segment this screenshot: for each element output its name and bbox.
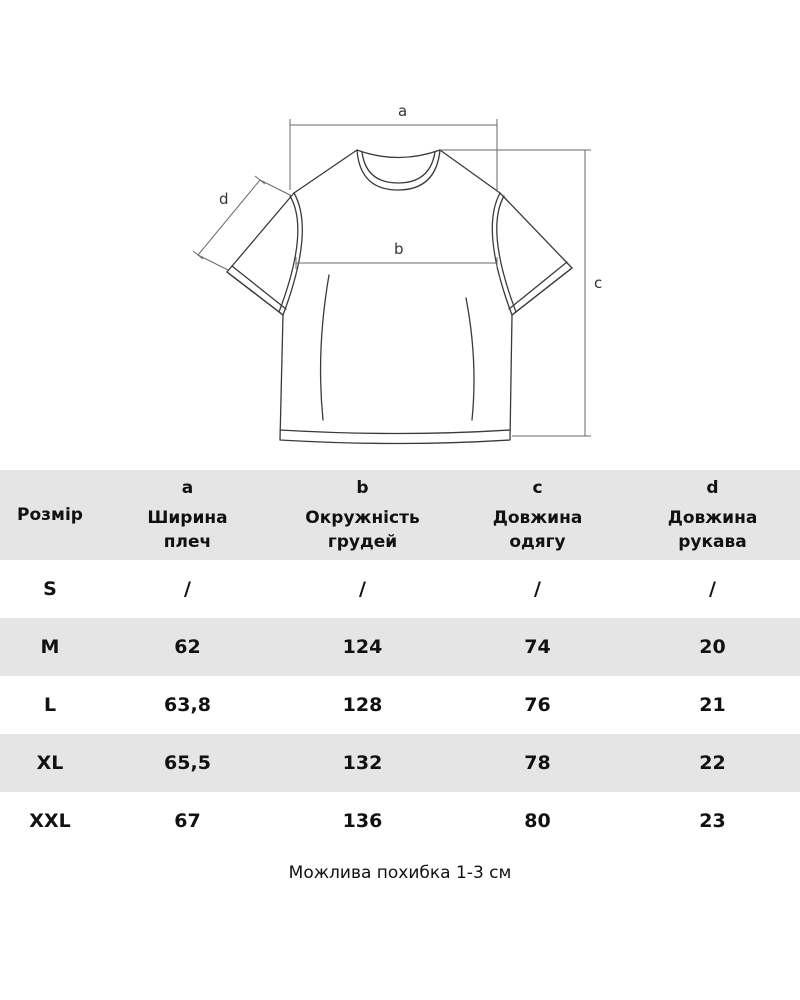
value-cell: 65,5 (164, 752, 211, 774)
value-cell: 20 (699, 636, 726, 658)
header-letter: c (532, 478, 543, 498)
table-row (0, 676, 800, 734)
value-cell: / (709, 578, 716, 600)
dimension-label-a: a (398, 102, 408, 120)
dimension-label-d: d (219, 190, 229, 208)
tshirt-outline-drawing (0, 0, 800, 460)
dimension-label-b: b (394, 240, 404, 258)
header-letter: d (706, 478, 719, 498)
header-col-a (100, 470, 275, 560)
value-cell: 128 (342, 694, 383, 716)
measurement-tolerance-note: Можлива похибка 1-3 см (288, 863, 512, 883)
value-cell: 78 (524, 752, 551, 774)
header-col-c (450, 470, 625, 560)
header-col-b (275, 470, 450, 560)
value-cell: 22 (699, 752, 726, 774)
value-cell: / (184, 578, 191, 600)
size-cell: XL (36, 752, 64, 774)
header-name: Ширина плеч (147, 508, 228, 552)
table-header-row (0, 470, 800, 560)
tshirt-measurement-diagram (0, 0, 800, 460)
table-row (0, 734, 800, 792)
value-cell: 136 (342, 810, 383, 832)
value-cell: 76 (524, 694, 551, 716)
dimension-label-c: c (594, 274, 603, 292)
header-name: Окружність грудей (305, 508, 420, 552)
value-cell: 132 (342, 752, 383, 774)
header-letter: a (181, 478, 194, 498)
value-cell: 74 (524, 636, 551, 658)
header-col-d (625, 470, 800, 560)
value-cell: 67 (174, 810, 201, 832)
value-cell: / (534, 578, 541, 600)
value-cell: 62 (174, 636, 201, 658)
size-cell: L (43, 694, 57, 716)
size-cell: S (43, 578, 57, 600)
header-name: Довжина одягу (492, 508, 583, 552)
header-name: Довжина рукава (667, 508, 758, 552)
table-row (0, 792, 800, 850)
size-cell: XXL (29, 810, 71, 832)
header-letter: b (356, 478, 369, 498)
value-cell: 80 (524, 810, 551, 832)
size-cell: M (40, 636, 60, 658)
size-chart-table (0, 470, 800, 850)
header-size: Розмір (17, 505, 83, 525)
table-row (0, 618, 800, 676)
value-cell: 63,8 (164, 694, 211, 716)
value-cell: 23 (699, 810, 726, 832)
value-cell: / (359, 578, 366, 600)
value-cell: 124 (342, 636, 383, 658)
table-row (0, 560, 800, 618)
value-cell: 21 (699, 694, 726, 716)
